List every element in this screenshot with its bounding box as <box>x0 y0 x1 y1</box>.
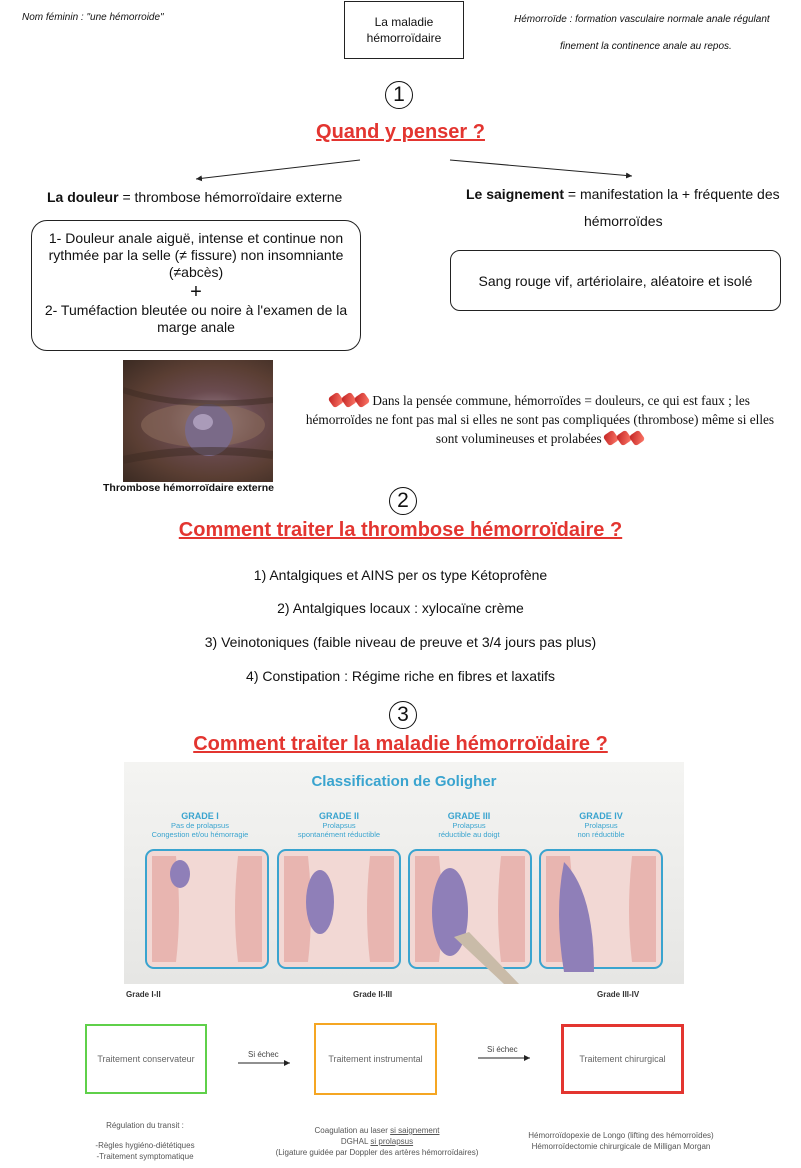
conservative-details: Régulation du transit : -Règles hygiéno-diététiques -Traitement symptomatique <box>95 1121 195 1161</box>
pain-text: = thrombose hémorroïdaire externe <box>118 189 343 205</box>
surgical-details: Hémorroïdopexie de Longo (lifting des hémorroïdes) Hémorroïdectomie chirurgicale de Milligan Morgan <box>528 1131 714 1151</box>
instrumental-details: Coagulation au laser si saignement DGHAL si prolapsus (Ligature guidée par Doppler des artères hémorroïdaires) <box>275 1126 479 1157</box>
gender-note: Nom féminin : "une hémorroide" <box>22 12 164 23</box>
arrow-1-label: Si échec <box>248 1050 279 1059</box>
grade-4-illustration <box>540 850 662 972</box>
grade-label-2: Grade II-III <box>353 990 393 999</box>
pill-icon <box>605 431 644 446</box>
treatment-item-2: 2) Antalgiques locaux : xylocaïne crème <box>277 600 524 616</box>
grade-2-caption: GRADE II Prolapsus spontanément réductible <box>297 811 381 839</box>
grade-2-illustration <box>278 850 400 968</box>
common-belief-text: Dans la pensée commune, hémorroïdes = douleurs, ce qui est faux ; les hémorroïdes ne font pas mal si elles ne sont pas compliquées (thrombose) même si elles sont volumineuses et prolabées <box>305 393 775 446</box>
arrow-left <box>196 160 360 179</box>
section-number-2: 2 <box>389 487 417 515</box>
treatment-item-3: 3) Veinotoniques (faible niveau de preuve et 3/4 jours pas plus) <box>204 634 597 650</box>
bleeding-text: = manifestation la + fréquente des <box>564 186 780 202</box>
arrow-2-label: Si échec <box>487 1045 518 1054</box>
classification-title: Classification de Goligher <box>311 773 497 790</box>
pill-icon <box>330 393 369 408</box>
section-number-1: 1 <box>385 81 413 109</box>
section3-heading: Comment traiter la maladie hémorroïdaire ? <box>193 733 608 755</box>
treatment-item-1: 1) Antalgiques et AINS per os type Kétoprofène <box>253 567 548 583</box>
grade-3-illustration <box>409 850 531 984</box>
plus-sign: + <box>190 281 202 303</box>
grade-1-caption: GRADE I Pas de prolapsus Congestion et/ou hémorragie <box>151 811 249 839</box>
definition-line2: finement la continence anale au repos. <box>560 41 732 52</box>
bleeding-text-2: hémorroïdes <box>584 213 663 229</box>
bleeding-label: Le saignement <box>466 186 565 202</box>
grade-label-3: Grade III-IV <box>597 990 640 999</box>
photo-caption: Thrombose hémorroïdaire externe <box>103 482 274 494</box>
pain-item-2: 2- Tuméfaction bleutée ou noire à l'examen de la marge anale <box>44 302 348 335</box>
pain-item-1: 1- Douleur anale aiguë, intense et continue non rythmée par la selle (≠ fissure) non insomniante (≠abcès) <box>48 230 344 280</box>
pain-heading <box>47 189 342 205</box>
pain-label: La douleur <box>47 189 119 205</box>
grade-3-caption: GRADE III Prolapsus réductible au doigt <box>438 811 500 839</box>
flow-arrows <box>0 1040 801 1080</box>
surgical-treatment-box: Traitement chirurgical <box>561 1024 684 1094</box>
grade-1-illustration <box>146 850 268 968</box>
grade-4-caption: GRADE IV Prolapsus non réductible <box>577 811 625 839</box>
common-belief-note <box>303 391 777 448</box>
definition-line1: Hémorroïde : formation vasculaire normale anale régulant <box>514 14 770 25</box>
section2-heading: Comment traiter la thrombose hémorroïdaire ? <box>178 519 623 541</box>
pain-box <box>31 220 361 351</box>
goligher-classification <box>124 762 684 984</box>
section1-heading: Quand y penser ? <box>316 121 485 143</box>
instrumental-treatment-box: Traitement instrumental <box>314 1023 437 1095</box>
page-title-line2: hémorroïdaire <box>366 31 442 45</box>
page-title-line1: La maladie <box>374 15 434 29</box>
grade-label-1: Grade I-II <box>126 990 161 999</box>
section-number-3: 3 <box>389 701 417 729</box>
treatment-item-4: 4) Constipation : Régime riche en fibres et laxatifs <box>246 668 555 684</box>
arrow-right <box>450 160 632 176</box>
conservative-treatment-box: Traitement conservateur <box>85 1024 207 1094</box>
bleeding-heading <box>466 186 780 202</box>
bleeding-box: Sang rouge vif, artériolaire, aléatoire et isolé <box>450 250 781 311</box>
thrombosis-photo <box>123 360 273 482</box>
